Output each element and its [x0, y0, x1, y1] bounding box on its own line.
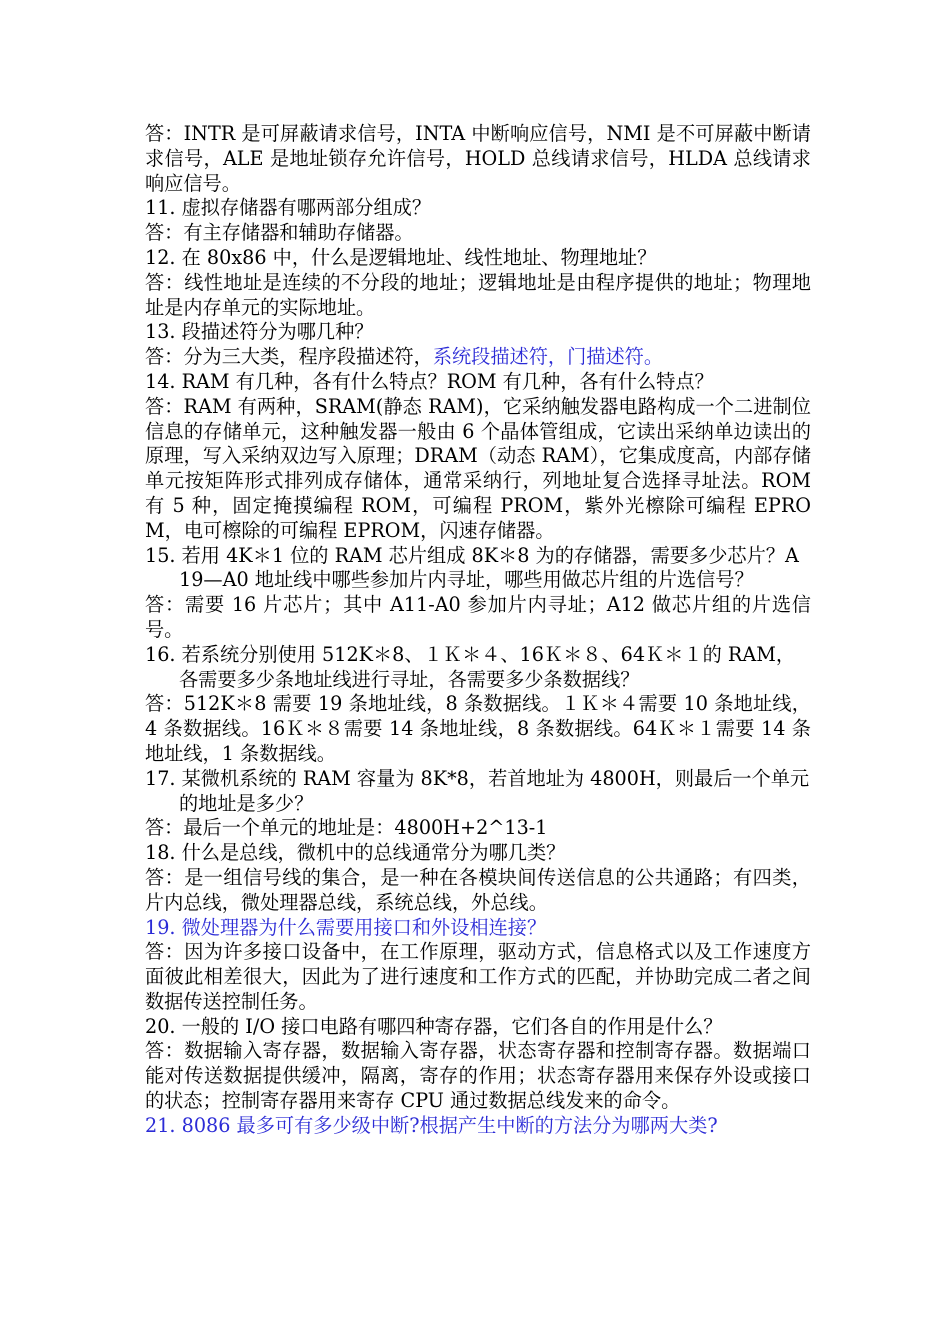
answer-20: 答：数据输入寄存器，数据输入寄存器，状态寄存器和控制寄存器。数据端口能对传送数据提供缓冲，隔离，寄存的作用；状态寄存器用来保存外设或接口的状态；控制寄存器用来寄存 CPU 通过数据总线发来的命令。: [145, 1039, 811, 1113]
answer-17: 答：最后一个单元的地址是：4800H+2^13-1: [145, 816, 548, 840]
answer-10: 答：INTR 是可屏蔽请求信号，INTA 中断响应信号，NMI 是不可屏蔽中断请求信号，ALE 是地址锁存允许信号，HOLD 总线请求信号，HLDA 总线请求响应信号。: [145, 122, 811, 195]
answer-11: 答：有主存储器和辅助存储器。: [145, 221, 414, 245]
question-19: 19. 微处理器为什么需要用接口和外设相连接？: [145, 915, 547, 939]
answer-12: 答：线性地址是连续的不分段的地址；逻辑地址是由程序提供的地址；物理地址是内存单元的实际地址。: [145, 270, 811, 319]
answer-19: 答：因为许多接口设备中，在工作原理，驱动方式，信息格式以及工作速度方面彼此相差很大，因此为了进行速度和工作方式的匹配，并协助完成二者之间数据传送控制任务。: [145, 940, 811, 1013]
question-13: 13. 段描述符分为哪几种？: [145, 320, 374, 344]
question-20: 20. 一般的 I/O 接口电路有哪四种寄存器，它们各自的作用是什么？: [145, 1014, 723, 1038]
answer-13-text: 答：分为三大类，程序段描述符，: [145, 345, 433, 369]
question-17: 17. 某微机系统的 RAM 容量为 8K*8，若首地址为 4800H，则最后一个单元的地址是多少？: [145, 766, 810, 815]
answer-18: 答：是一组信号线的集合，是一种在各模块间传送信息的公共通路；有四类，片内总线，微处理器总线，系统总线，外总线。: [145, 865, 811, 914]
answer-13-highlight: 系统段描述符，门描述符。: [432, 345, 664, 369]
answer-16: 答：512K＊8 需要 19 条地址线，8 条数据线。１Ｋ＊４需要 10 条地址线，4 条数据线。16Ｋ＊８需要 14 条地址线，8 条数据线。64Ｋ＊１需要 14 条地址线，1 条数据线。: [145, 692, 811, 765]
question-21: 21. 8086 最多可有多少级中断?根据产生中断的方法分为哪两大类?: [145, 1113, 718, 1137]
question-16: 16. 若系统分别使用 512K＊8、１Ｋ＊４、16Ｋ＊８、64Ｋ＊１的 RAM，各需要多少条地址线进行寻址，各需要多少条数据线？: [145, 642, 796, 691]
question-15: 15. 若用 4K＊1 位的 RAM 芯片组成 8K＊8 为的存储器，需要多少芯片？A19—A0 地址线中哪些参加片内寻址，哪些用做芯片组的片选信号？: [145, 543, 799, 592]
document-body: [145, 122, 811, 1139]
question-14: 14. RAM 有几种，各有什么特点？ROM 有几种，各有什么特点？: [145, 369, 714, 393]
answer-15: 答：需要 16 片芯片；其中 A11-A0 参加片内寻址；A12 做芯片组的片选信号。: [145, 593, 811, 641]
answer-14: 答：RAM 有两种，SRAM(静态 RAM)，它采纳触发器电路构成一个二进制位信息的存储单元，这种触发器一般由 6 个晶体管组成，它读出采纳单边读出的原理，写入采纳双边写入原理；DRAM（动态 RAM），它集成度高，内部存储单元按矩阵形式排列成存储体，通常采纳行，列地址复合选择寻址法。ROM 有 5 种，固定掩摸编程 ROM，可编程 PROM，紫外光檫除可编程 EPROM，电可檫除的可编程 EPROM，闪速存储器。: [145, 394, 811, 542]
question-18: 18. 什么是总线，微机中的总线通常分为哪几类？: [145, 841, 566, 865]
answer-13: [145, 345, 811, 370]
question-11: 11. 虚拟存储器有哪两部分组成？: [145, 196, 432, 220]
question-12: 12. 在 80x86 中，什么是逻辑地址、线性地址、物理地址？: [145, 245, 657, 269]
